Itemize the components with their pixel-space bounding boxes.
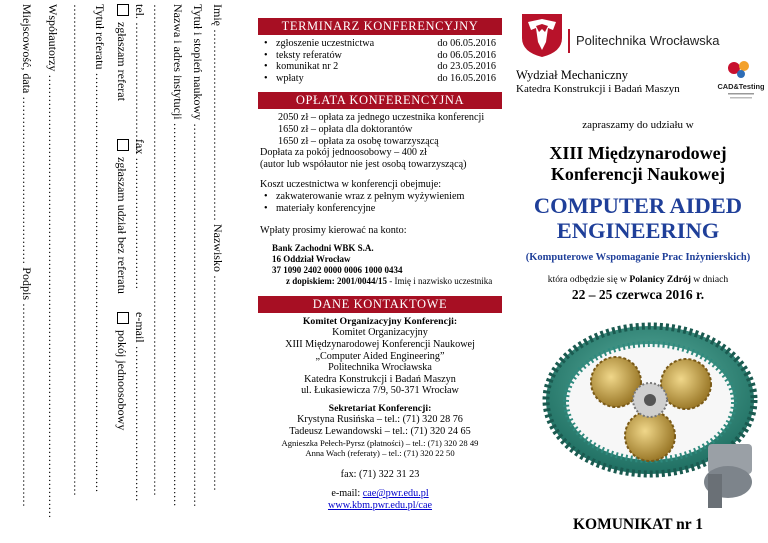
cad-testing-logo xyxy=(717,58,765,102)
conference-title-line1: COMPUTER AIDED xyxy=(533,193,743,218)
name-field[interactable]: Imię ………………………………………… Nazwisko ……………………………………………… xyxy=(211,4,225,491)
schedule-date: do 16.05.2016 xyxy=(437,72,496,84)
institution-field-continued[interactable]: …………………………………………………………………………………………………………… xyxy=(151,4,165,496)
secretariat-line: Anna Wach (referaty) – tel.: (71) 320 22 50 xyxy=(305,448,455,459)
committee-title: Komitet Organizacyjny Konferencji: xyxy=(302,315,458,327)
paper-checkbox[interactable] xyxy=(117,4,129,16)
institution-field[interactable]: Nazwa i adres instytucji …………………………………………………………………………………… xyxy=(171,4,185,507)
info-panel xyxy=(258,0,502,543)
committee-line: Politechnika Wrocławska xyxy=(328,362,432,374)
single-room-fee: Dopłata za pokój jednoosobowy – 400 zł xyxy=(260,147,427,159)
schedule-item: • zgłoszenie uczestnictwa do 06.05.2016 xyxy=(264,38,496,49)
schedule-list xyxy=(264,38,502,84)
conference-title-line2: ENGINEERING xyxy=(556,218,720,243)
coauthors-field[interactable]: Współautorzy ………………………………………………………………………………………………… xyxy=(46,4,60,519)
secretariat-line: Krystyna Rusińska – tel.: (71) 320 28 76 xyxy=(297,414,463,426)
cad-testing-logo-text: CAD&Testing xyxy=(717,82,765,91)
website-link[interactable]: www.kbm.pwr.edu.pl/cae xyxy=(327,499,433,511)
payment-intro: Wpłaty prosimy kierować na konto: xyxy=(260,225,407,237)
bank-branch: 16 Oddział Wrocław xyxy=(272,253,351,264)
secretariat-line: Agnieszka Pełech-Pyrsz (płatności) – tel.: (71) 320 28 49 xyxy=(281,437,479,448)
single-room-note: (autor lub współautor nie jest osobą towarzyszącą) xyxy=(260,158,467,170)
option-no-paper[interactable] xyxy=(115,139,129,294)
no-paper-checkbox[interactable] xyxy=(117,139,129,151)
schedule-label: komunikat nr 2 xyxy=(276,61,339,73)
cost-item: • materiały konferencyjne xyxy=(276,203,502,215)
registration-form-rotated xyxy=(12,4,227,536)
option-paper-label: zgłaszam referat xyxy=(115,22,129,101)
tel-field[interactable]: tel. …………………………… xyxy=(133,4,147,154)
schedule-item: • wpłaty do 16.05.2016 xyxy=(264,72,496,84)
title-field[interactable]: Tytuł i stopień naukowy …………………………………………………………………………………… xyxy=(191,4,205,508)
schedule-date: do 06.05.2016 xyxy=(437,49,496,61)
cost-item: • zakwaterowanie wraz z pełnym wyżywieniem xyxy=(276,191,502,203)
schedule-date: do 23.05.2016 xyxy=(437,61,496,73)
fee-line: 1650 zł – opłata za osobę towarzyszącą xyxy=(278,135,439,147)
cost-intro: Koszt uczestnictwa w konferencji obejmuje: xyxy=(260,179,442,191)
account-number: 37 1090 2402 0000 0006 1000 0434 xyxy=(272,264,403,275)
email-line xyxy=(258,488,502,500)
schedule-label: zgłoszenie uczestnictwa xyxy=(276,38,375,49)
schedule-label: wpłaty xyxy=(276,72,304,84)
payment-reference-suffix: - Imię i nazwisko uczestnika xyxy=(387,275,493,286)
single-room-checkbox[interactable] xyxy=(117,312,129,324)
bulletin-title: KOMUNIKAT nr 1 xyxy=(572,516,704,533)
committee-line: XIII Międzynarodowej Konferencji Naukowej xyxy=(285,338,475,350)
conference-title xyxy=(508,193,768,243)
conference-name-line1: XIII Międzynarodowej xyxy=(549,143,727,163)
conference-name-line2: Konferencji Naukowej xyxy=(550,164,726,184)
schedule-header: TERMINARZ KONFERENCYJNY xyxy=(258,18,502,35)
schedule-item: • komunikat nr 2 do 23.05.2016 xyxy=(264,61,496,73)
fees-header: OPŁATA KONFERENCYJNA xyxy=(258,92,502,109)
conference-subtitle: (Komputerowe Wspomaganie Prac Inżynierskich) xyxy=(525,252,751,263)
conference-dates: 22 – 25 czerwca 2016 r. xyxy=(571,287,705,302)
fee-lines xyxy=(278,112,502,147)
schedule-label: teksty referatów xyxy=(276,49,342,61)
secretariat-title: Sekretariat Konferencji: xyxy=(328,402,432,414)
secretariat-line: Tadeusz Lewandowski – tel.: (71) 320 24 65 xyxy=(289,426,471,438)
bank-details xyxy=(272,243,502,287)
schedule-item: • teksty referatów do 06.05.2016 xyxy=(264,49,496,61)
secretariat-block xyxy=(258,403,502,459)
option-single-room[interactable] xyxy=(115,312,129,430)
department-name: Katedra Konstrukcji i Badań Maszyn xyxy=(516,83,680,95)
university-logo xyxy=(520,12,564,58)
payment-reference: z dopiskiem: 2001/0044/15 xyxy=(286,275,388,286)
committee-line: „Computer Aided Engineering” xyxy=(315,350,445,362)
cost-list xyxy=(262,191,502,214)
email-field[interactable]: e-mail ………………………………… xyxy=(133,312,147,502)
paper-title-field[interactable]: Tytuł referatu …………………………………………………………………………………………… xyxy=(93,4,107,493)
venue-intro: która odbędzie się w xyxy=(547,274,630,285)
committee-line: ul. Łukasiewicza 7/9, 50-371 Wrocław xyxy=(301,385,459,397)
email-label: e-mail: xyxy=(331,488,363,500)
contact-header: DANE KONTAKTOWE xyxy=(258,296,502,313)
fee-line: 1650 zł – opłata dla doktorantów xyxy=(278,123,413,135)
committee-line: Komitet Organizacyjny xyxy=(332,327,428,339)
committee-block xyxy=(258,316,502,397)
invite-text: zapraszamy do udziału w xyxy=(582,119,694,131)
planetary-gear-image xyxy=(528,312,760,512)
logo-divider xyxy=(568,29,570,53)
option-no-paper-label: zgłaszam udział bez referatu xyxy=(115,157,129,294)
option-single-room-label: pokój jednoosobowy xyxy=(115,330,129,431)
conference-name xyxy=(508,143,768,185)
committee-line: Katedra Konstrukcji i Badań Maszyn xyxy=(304,373,456,385)
venue-suffix: w dniach xyxy=(690,274,729,285)
bank-name: Bank Zachodni WBK S.A. xyxy=(272,242,374,253)
option-paper[interactable] xyxy=(115,4,129,101)
schedule-date: do 06.05.2016 xyxy=(437,38,496,49)
fee-line: 2050 zł – opłata za jednego uczestnika konferencji xyxy=(278,112,485,124)
fax-field[interactable]: fax …………………………… xyxy=(133,139,147,290)
university-name: Politechnika Wrocławska xyxy=(576,33,720,48)
fax-number: fax: (71) 322 31 23 xyxy=(340,468,420,480)
paper-title-field-continued[interactable]: …………………………………………………………………………………………………………… xyxy=(71,4,85,496)
email-link[interactable]: cae@pwr.edu.pl xyxy=(362,488,429,500)
registration-form xyxy=(0,0,255,543)
cover-panel xyxy=(508,0,768,543)
place-signature-field[interactable]: Miejscowość, data …………………………………… Podpis …………………………………………… xyxy=(20,4,34,507)
venue-name: Polanicy Zdrój xyxy=(629,274,691,285)
faculty-name: Wydział Mechaniczny xyxy=(516,68,629,82)
venue-line xyxy=(508,274,768,285)
